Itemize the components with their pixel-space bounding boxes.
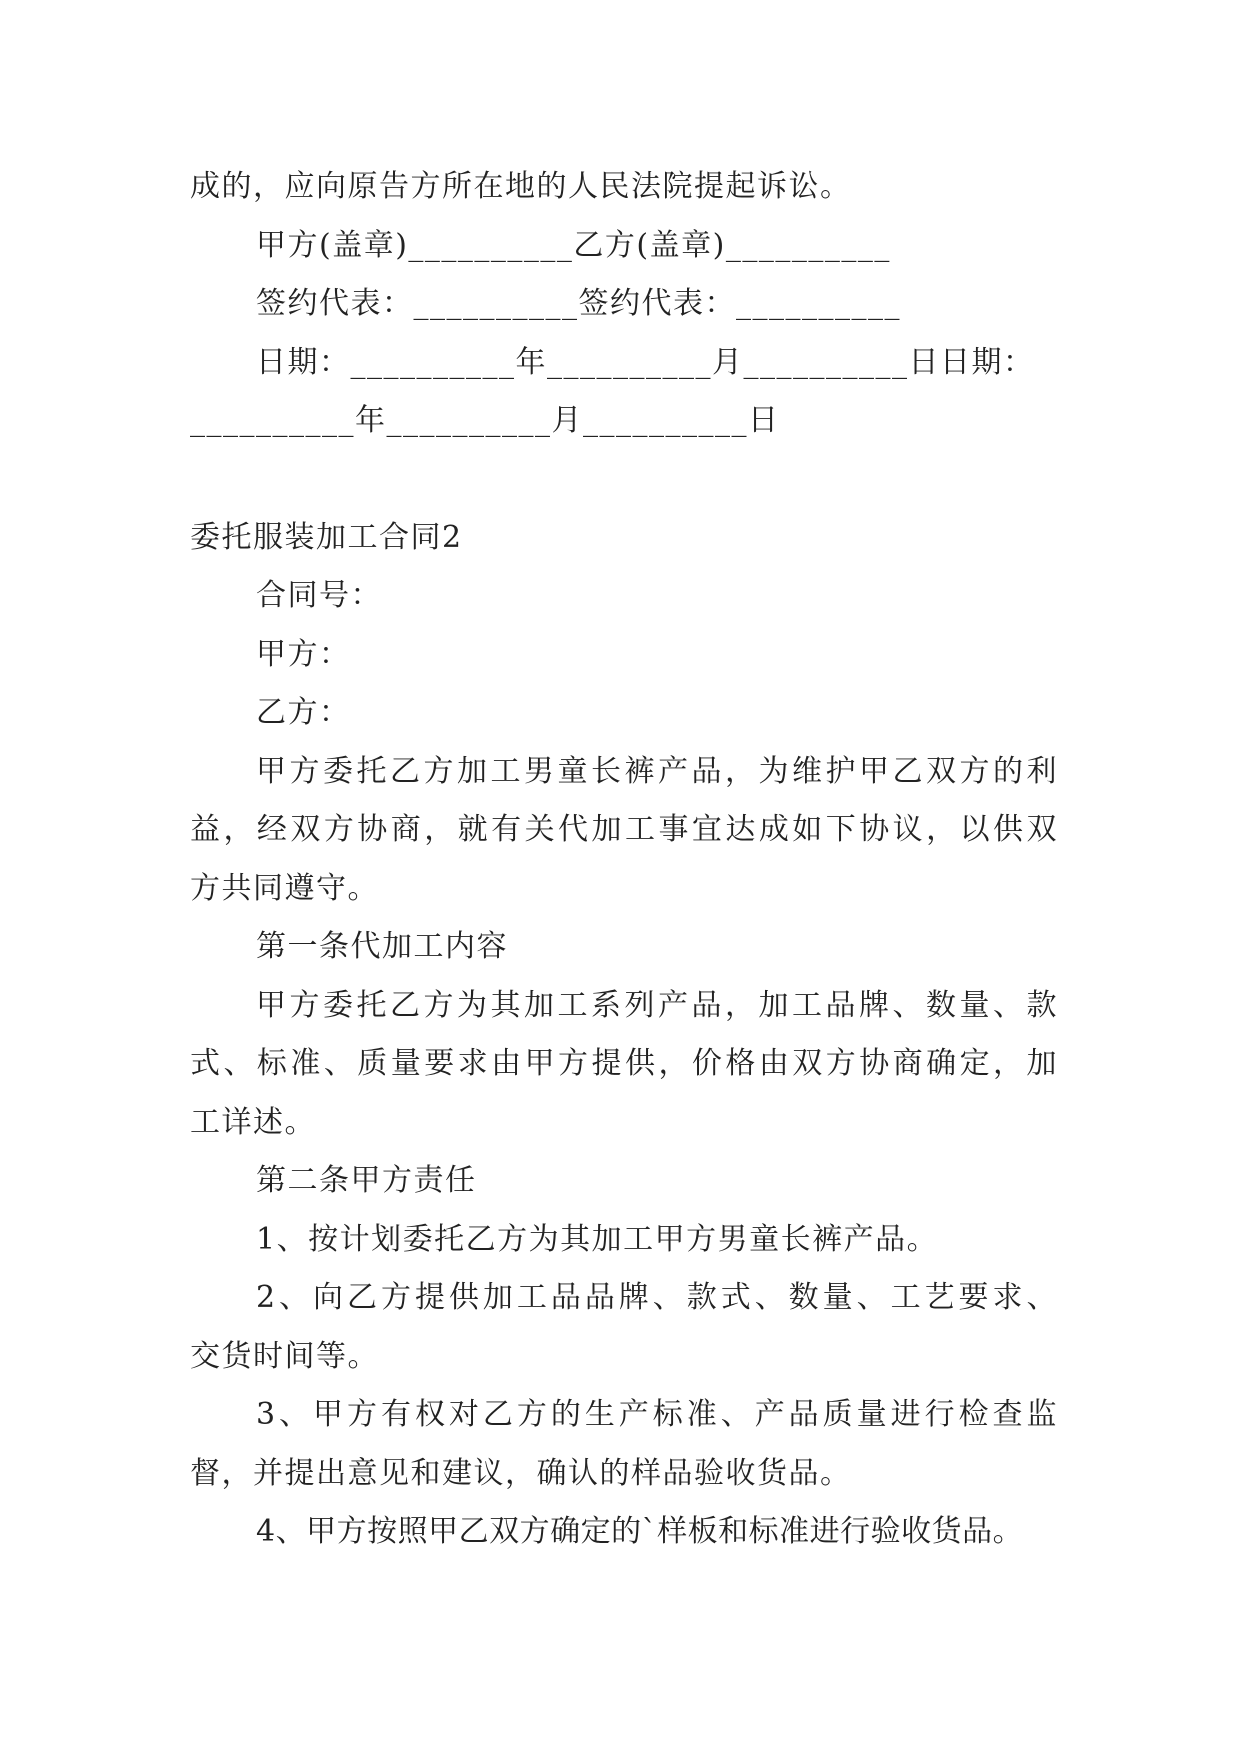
intro-line-1: 甲方委托乙方加工男童长裤产品，为维护甲乙双方的利 <box>256 753 1058 789</box>
party-a-label: 甲方： <box>256 636 351 672</box>
article-1-title: 第一条代加工内容 <box>256 929 508 964</box>
section-gap <box>190 451 1058 509</box>
document-body <box>190 158 1058 1562</box>
representative-line: 签约代表：__________签约代表：__________ <box>256 286 901 321</box>
article-1-line-1: 甲方委托乙方为其加工系列产品，加工品牌、数量、款 <box>256 987 1058 1023</box>
party-b-label: 乙方： <box>256 695 351 730</box>
article-2-title: 第二条甲方责任 <box>256 1163 477 1198</box>
lawsuit-clause-end: 成的，应向原告方所在地的人民法院提起诉讼。 <box>190 169 852 204</box>
article-2-item-1: 1、按计划委托乙方为其加工甲方男童长裤产品。 <box>256 1221 939 1257</box>
article-2-item-2-line-2: 交货时间等。 <box>190 1338 379 1374</box>
seal-line: 甲方(盖章)__________乙方(盖章)__________ <box>256 227 891 263</box>
intro-line-2: 益，经双方协商，就有关代加工事宜达成如下协议，以供双 <box>190 812 1058 847</box>
article-1-line-3: 工详述。 <box>190 1104 316 1140</box>
article-2-item-3-line-2: 督，并提出意见和建议，确认的样品验收货品。 <box>190 1455 852 1491</box>
article-2-item-3-line-1: 3、甲方有权对乙方的生产标准、产品质量进行检查监 <box>256 1397 1058 1432</box>
date-line-continued: __________年__________月__________日 <box>190 403 780 438</box>
contract-title: 委托服装加工合同2 <box>190 519 463 555</box>
article-2-item-2-line-1: 2、向乙方提供加工品品牌、款式、数量、工艺要求、 <box>256 1280 1058 1315</box>
intro-line-3: 方共同遵守。 <box>190 870 379 906</box>
date-line: 日期：__________年__________月__________日日期： <box>256 344 1035 380</box>
contract-number-label: 合同号： <box>256 578 382 613</box>
article-1-line-2: 式、标准、质量要求由甲方提供，价格由双方协商确定，加 <box>190 1046 1058 1081</box>
article-2-item-4: 4、甲方按照甲乙双方确定的`样板和标准进行验收货品。 <box>256 1514 1024 1549</box>
